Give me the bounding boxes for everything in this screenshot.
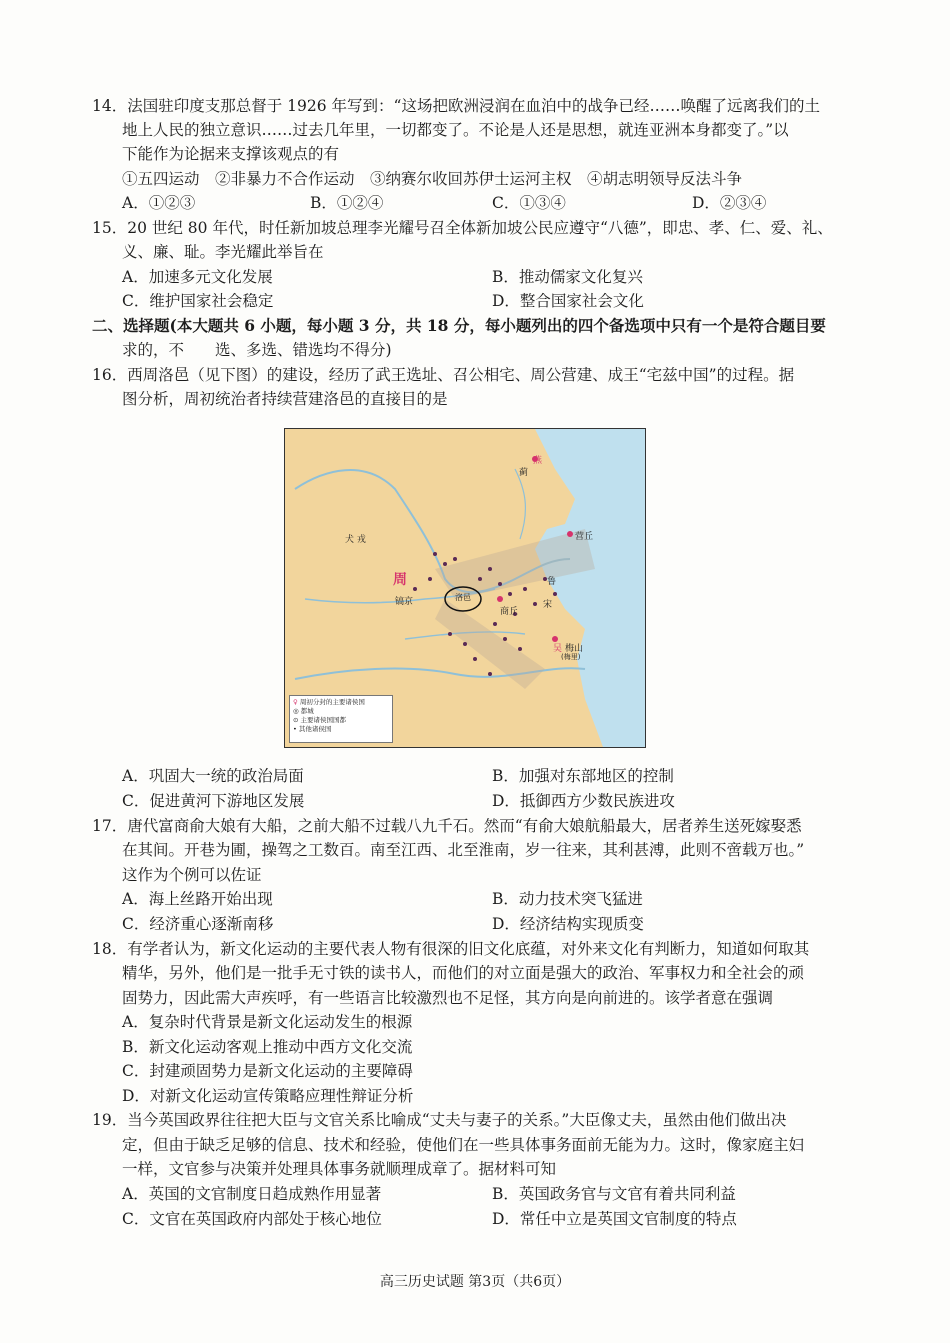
q18-line3: 固势力，因此需大声疾呼，有一些语言比较激烈也不足怪，其方向是向前进的。该学者意在强调: [122, 989, 774, 1007]
q17-option-a: A．海上丝路开始出现: [122, 890, 273, 908]
map-label-quanrong: 犬 戎: [345, 535, 366, 545]
map-label-luoyi: 洛邑: [455, 593, 471, 602]
q16-line2: 图分析，周初统治者持续营建洛邑的直接目的是: [122, 390, 448, 408]
q17-line2: 在其间。开巷为圃，操驾之工数百。南至江西、北至淮南，岁一往来，其利甚溥，此则不啻载万也。”: [122, 841, 805, 859]
map-label-wu: 吴: [553, 644, 563, 654]
q15-line2: 义、廉、耻。李光耀此举旨在: [122, 243, 324, 261]
map-label-meishan: 梅山: [565, 644, 584, 654]
map-label-song: 宋: [543, 600, 553, 610]
q18-option-d: D．对新文化运动宣传策略应理性辩证分析: [122, 1087, 414, 1105]
q16-option-d: D．抵御西方少数民族进攻: [492, 792, 675, 810]
q14-option-a: A．①②③: [122, 194, 196, 212]
q16-option-c: C．促进黄河下游地区发展: [122, 792, 305, 810]
q15-option-c: C．维护国家社会稳定: [122, 292, 274, 310]
q15-option-a: A．加速多元文化发展: [122, 268, 273, 286]
q19-option-d: D．常任中立是英国文官制度的特点: [492, 1210, 737, 1228]
q14-line3: 下能作为论据来支撑该观点的有: [122, 145, 340, 163]
q17-option-b: B．动力技术突飞猛进: [492, 890, 643, 908]
q14-line1: 14．法国驻印度支那总督于 1926 年写到：“这场把欧洲浸润在血泊中的战争已经……唤醒了远离我们的土: [92, 97, 820, 115]
q15-option-b: B．推动儒家文化复兴: [492, 268, 643, 286]
map-label-zhou: 周: [393, 572, 407, 588]
q18-option-b: B．新文化运动客观上推动中西方文化交流: [122, 1038, 413, 1056]
map-label-yan: 燕: [533, 456, 543, 466]
section2-note: 求的，不 选、多选、错选均不得分): [122, 341, 392, 359]
q17-line1: 17．唐代富商俞大娘有大船，之前大船不过载八九千石。然而“有俞大娘航船最大，居者养生送死嫁娶悉: [92, 817, 802, 835]
map-label-lu: 鲁: [547, 577, 557, 587]
q16-option-b: B．加强对东部地区的控制: [492, 767, 674, 785]
q19-option-a: A．英国的文官制度日趋成熟作用显著: [122, 1185, 382, 1203]
map-label-yingqiu: 营丘: [575, 532, 594, 542]
map-label-ji: 蓟: [519, 468, 529, 478]
q19-line3: 一样，文官参与决策并处理具体事务就顺理成章了。据材料可知: [122, 1160, 557, 1178]
western-zhou-map: [284, 428, 646, 748]
map-label-meishan-sub: (梅里): [561, 653, 581, 661]
q17-line3: 这作为个例可以佐证: [122, 866, 262, 884]
legend-item: ♀ 周初分封的主要诸侯国: [293, 698, 365, 706]
map-legend: [289, 695, 393, 743]
q14-option-c: C．①③④: [492, 194, 566, 212]
q14-line2: 地上人民的独立意识……过去几年里，一切都变了。不论是人还是思想，就连亚洲本身都变了。”以: [122, 121, 789, 139]
q16-line1: 16．西周洛邑（见下图）的建设，经历了武王选址、召公相宅、周公营建、成王“宅兹中国”的过程。据: [92, 366, 795, 384]
q14-items: ①五四运动 ②非暴力不合作运动 ③纳赛尔收回苏伊士运河主权 ④胡志明领导反法斗争: [122, 170, 743, 188]
legend-item: ◎ 都城: [293, 707, 314, 715]
q18-option-a: A．复杂时代背景是新文化运动发生的根源: [122, 1013, 413, 1031]
north-river: [515, 469, 525, 539]
section2-heading: 二、选择题(本大题共 6 小题，每小题 3 分，共 18 分，每小题列出的四个备选项中只有一个是符合题目要: [92, 316, 826, 335]
sea-area: [535, 429, 645, 747]
q15-option-d: D．整合国家社会文化: [492, 292, 644, 310]
q15-line1: 15．20 世纪 80 年代，时任新加坡总理李光耀号召全体新加坡公民应遵守“八德”，即忠、孝、仁、爱、礼、: [92, 219, 833, 237]
q17-option-d: D．经济结构实现质变: [492, 915, 644, 933]
q16-option-a: A．巩固大一统的政治局面: [122, 767, 304, 785]
q14-option-b: B．①②④: [310, 194, 384, 212]
map-label-haojing: 镐京: [395, 597, 414, 607]
map-label-shangqiu: 商丘: [500, 607, 519, 617]
legend-item: • 其他诸侯国: [293, 725, 332, 733]
q18-line1: 18．有学者认为，新文化运动的主要代表人物有很深的旧文化底蕴，对外来文化有判断力，知道如何取其: [92, 940, 810, 958]
q19-line2: 定，但由于缺乏足够的信息、技术和经验，使他们在一些具体事务面前无能为力。这时，像家庭主妇: [122, 1136, 805, 1154]
q18-option-c: C．封建顽固势力是新文化运动的主要障碍: [122, 1062, 413, 1080]
q19-option-c: C．文官在英国政府内部处于核心地位: [122, 1210, 382, 1228]
q19-line1: 19．当今英国政界往往把大臣与文官关系比喻成“丈夫与妻子的关系。”大臣像丈夫，虽然由他们做出决: [92, 1111, 787, 1129]
legend-item: ⊙ 主要诸侯国国都: [293, 716, 347, 724]
q18-line2: 精华，另外，他们是一批手无寸铁的读书人，而他们的对立面是强大的政治、军事权力和全社会的顽: [122, 964, 805, 982]
page-footer: 高三历史试题 第3页（共6页）: [379, 1274, 571, 1290]
q17-option-c: C．经济重心逐渐南移: [122, 915, 274, 933]
q19-option-b: B．英国政务官与文官有着共同利益: [492, 1185, 736, 1203]
q14-option-d: D．②③④: [692, 194, 767, 212]
